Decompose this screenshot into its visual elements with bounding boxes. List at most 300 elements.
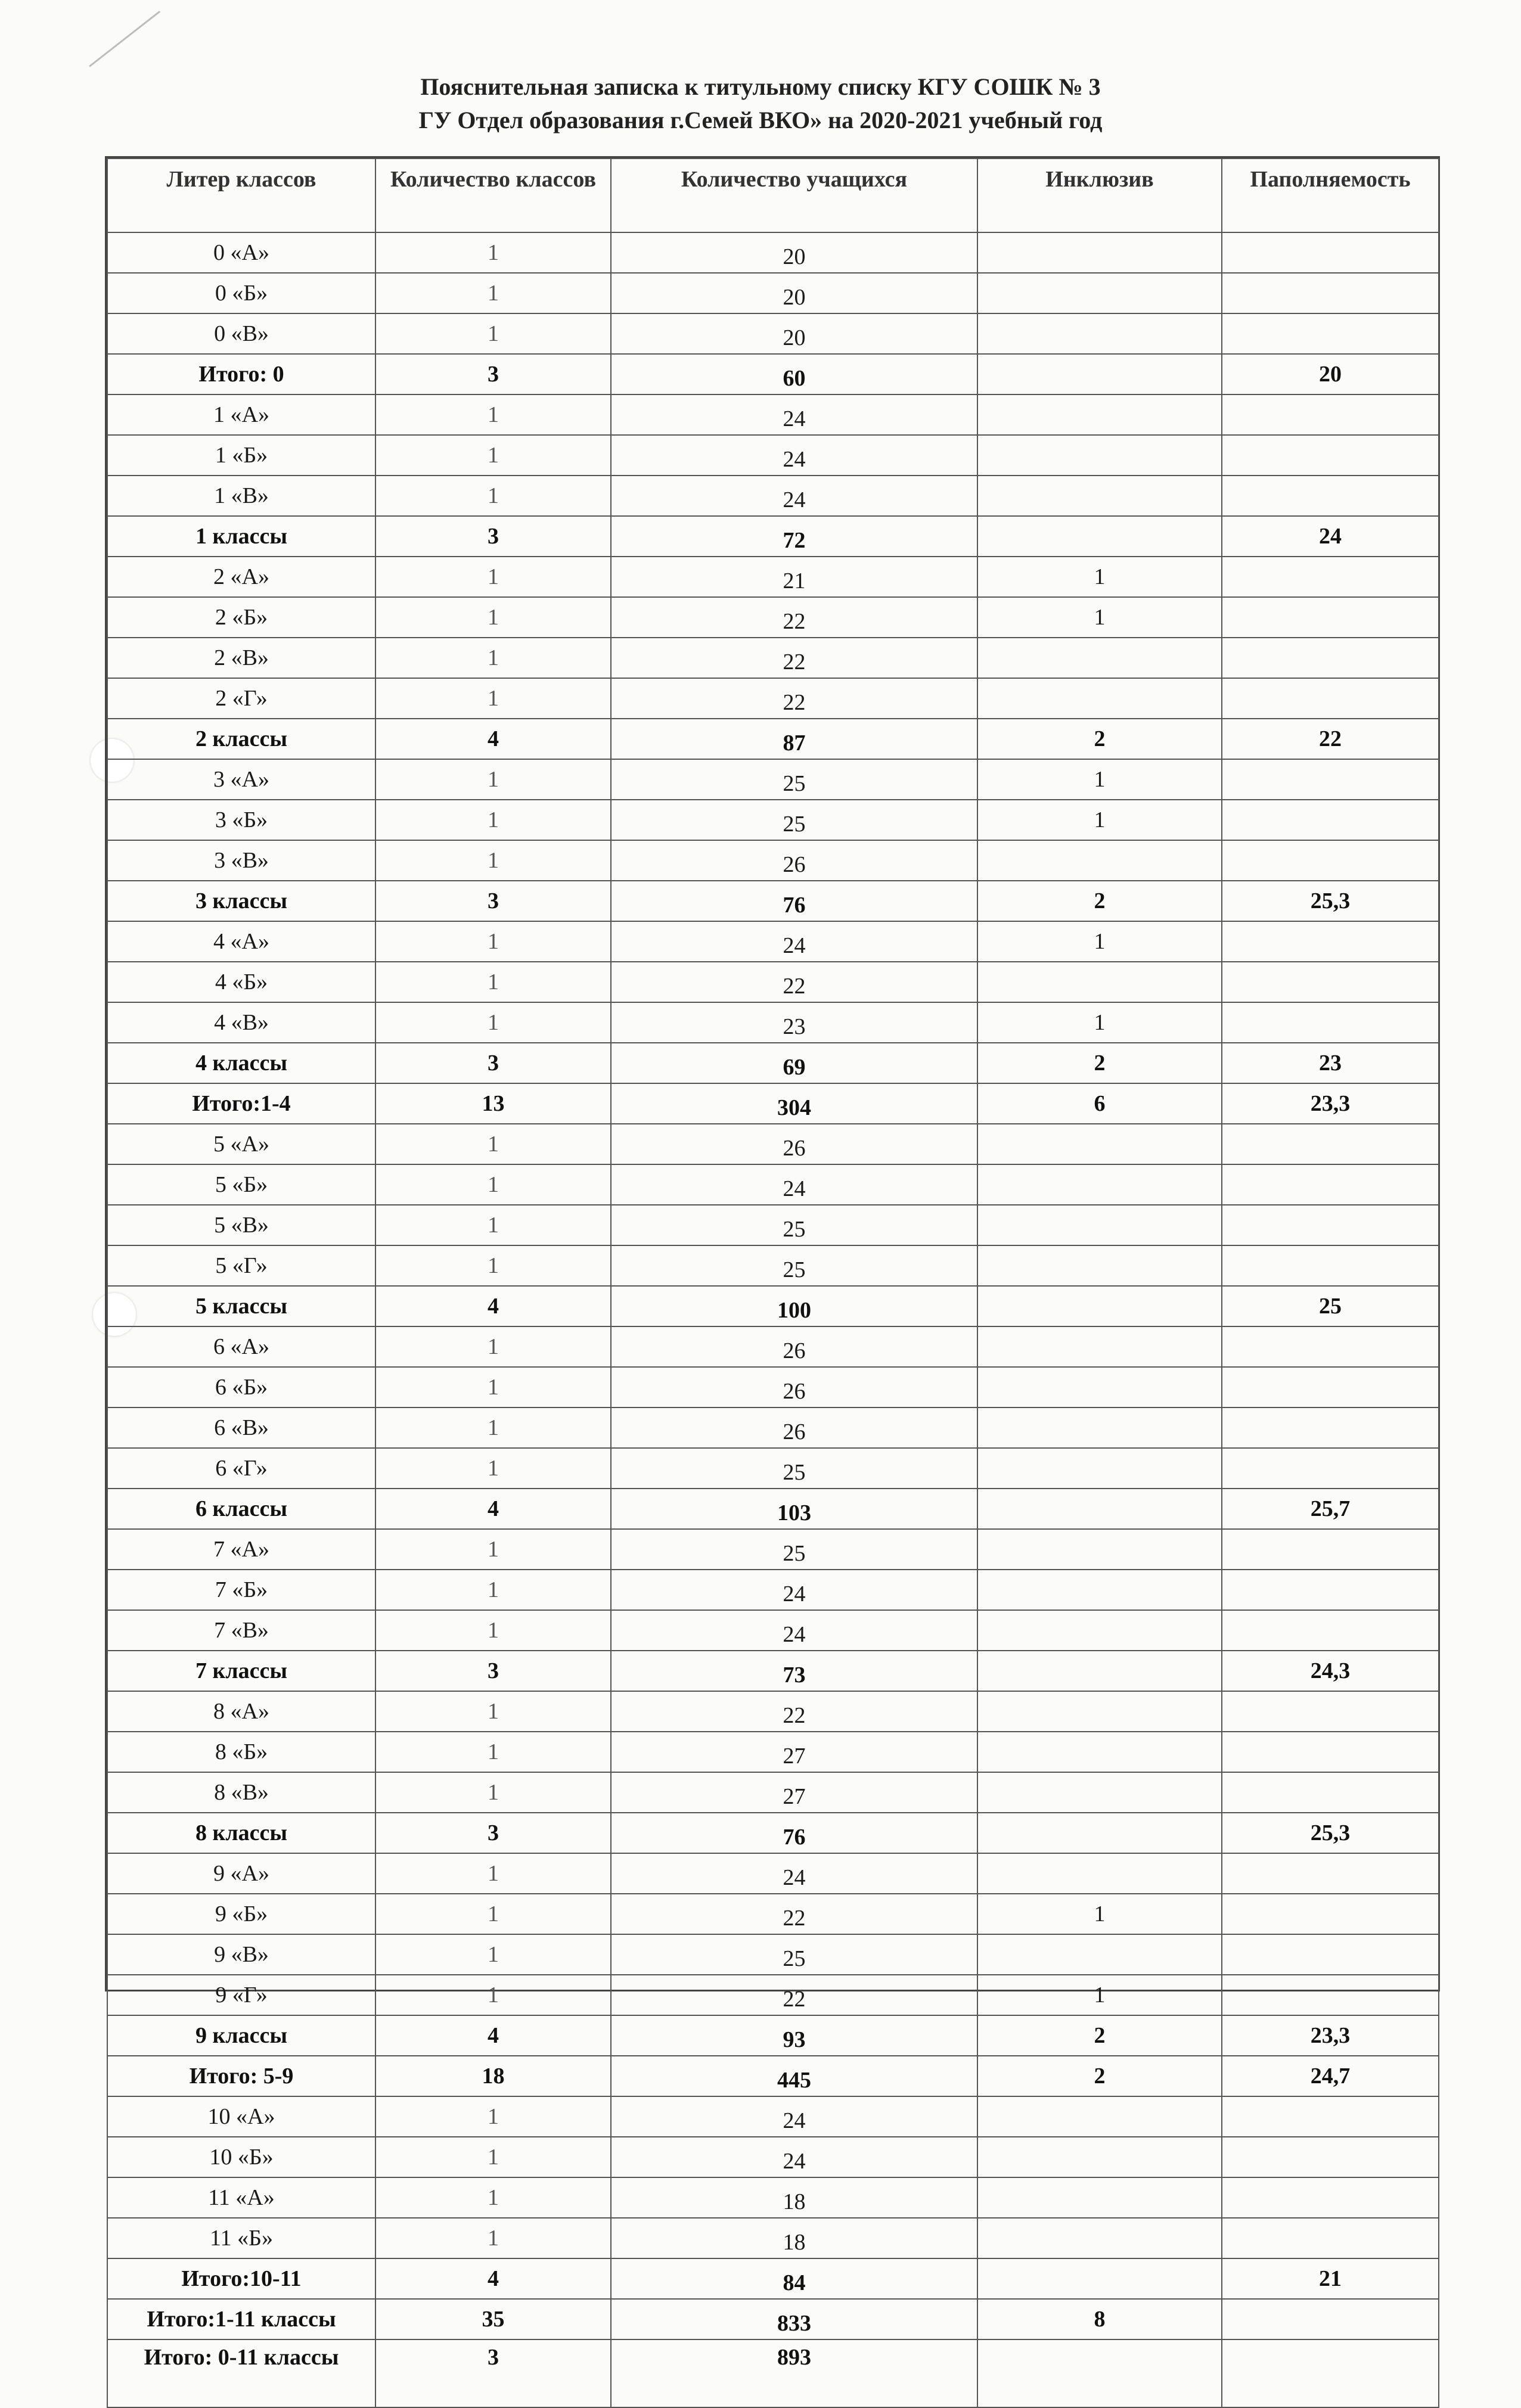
cell-class-count: 1 xyxy=(375,678,611,719)
cell-student-count: 26 xyxy=(611,1407,977,1448)
cell-student-count: 24 xyxy=(611,435,977,476)
cell-class-count: 1 xyxy=(375,1894,611,1934)
cell-student-count: 22 xyxy=(611,678,977,719)
cell-fill: 22 xyxy=(1222,719,1439,759)
cell-class-count: 1 xyxy=(375,1124,611,1164)
cell-class-count: 1 xyxy=(375,800,611,840)
cell-inclusive xyxy=(977,313,1222,354)
table-row xyxy=(107,2056,1439,2096)
table-row xyxy=(107,638,1439,678)
cell-litera: 7 «Б» xyxy=(107,1570,375,1610)
cell-litera: 5 классы xyxy=(107,1286,375,1326)
cell-inclusive xyxy=(977,1529,1222,1570)
cell-student-count: 24 xyxy=(611,476,977,516)
cell-inclusive: 8 xyxy=(977,2299,1222,2339)
cell-student-count: 18 xyxy=(611,2218,977,2258)
table-row xyxy=(107,597,1439,638)
cell-litera: 4 «А» xyxy=(107,921,375,962)
cell-fill xyxy=(1222,394,1439,435)
cell-fill xyxy=(1222,759,1439,800)
cell-fill xyxy=(1222,1570,1439,1610)
cell-inclusive xyxy=(977,1326,1222,1367)
cell-litera: 6 классы xyxy=(107,1489,375,1529)
cell-fill: 25,7 xyxy=(1222,1489,1439,1529)
table-row xyxy=(107,1489,1439,1529)
cell-fill: 23,3 xyxy=(1222,1083,1439,1124)
table-row xyxy=(107,1002,1439,1043)
table-row xyxy=(107,1326,1439,1367)
cell-inclusive xyxy=(977,2137,1222,2177)
cell-class-count: 1 xyxy=(375,557,611,597)
cell-inclusive: 2 xyxy=(977,1043,1222,1083)
cell-student-count: 25 xyxy=(611,1448,977,1489)
cell-class-count: 1 xyxy=(375,1164,611,1205)
cell-inclusive xyxy=(977,2258,1222,2299)
cell-inclusive xyxy=(977,435,1222,476)
cell-student-count: 20 xyxy=(611,232,977,273)
table-row xyxy=(107,1610,1439,1651)
table-row xyxy=(107,435,1439,476)
cell-class-count: 3 xyxy=(375,1651,611,1691)
cell-student-count: 25 xyxy=(611,759,977,800)
cell-fill xyxy=(1222,2218,1439,2258)
cell-class-count: 1 xyxy=(375,638,611,678)
table-row xyxy=(107,476,1439,516)
cell-class-count: 1 xyxy=(375,1975,611,2015)
cell-student-count: 72 xyxy=(611,516,977,557)
cell-inclusive xyxy=(977,1164,1222,1205)
cell-class-count: 1 xyxy=(375,1245,611,1286)
cell-litera: 9 «Б» xyxy=(107,1894,375,1934)
cell-litera: 4 классы xyxy=(107,1043,375,1083)
table-row xyxy=(107,1407,1439,1448)
cell-inclusive: 2 xyxy=(977,881,1222,921)
cell-inclusive xyxy=(977,232,1222,273)
cell-class-count: 1 xyxy=(375,1326,611,1367)
table-row xyxy=(107,719,1439,759)
cell-fill xyxy=(1222,1772,1439,1813)
cell-inclusive xyxy=(977,1813,1222,1853)
cell-inclusive xyxy=(977,2218,1222,2258)
cell-fill xyxy=(1222,921,1439,962)
cell-class-count: 1 xyxy=(375,2177,611,2218)
cell-student-count: 18 xyxy=(611,2177,977,2218)
cell-student-count: 445 xyxy=(611,2056,977,2096)
cell-fill xyxy=(1222,1853,1439,1894)
cell-class-count: 1 xyxy=(375,2137,611,2177)
table-row xyxy=(107,354,1439,394)
cell-fill xyxy=(1222,1164,1439,1205)
cell-class-count: 4 xyxy=(375,2258,611,2299)
cell-student-count: 60 xyxy=(611,354,977,394)
cell-fill xyxy=(1222,2137,1439,2177)
cell-litera: 0 «В» xyxy=(107,313,375,354)
cell-student-count: 76 xyxy=(611,1813,977,1853)
cell-fill: 20 xyxy=(1222,354,1439,394)
cell-litera: 6 «А» xyxy=(107,1326,375,1367)
cell-class-count: 4 xyxy=(375,719,611,759)
cell-fill xyxy=(1222,1002,1439,1043)
cell-fill: 25 xyxy=(1222,1286,1439,1326)
table-row xyxy=(107,759,1439,800)
cell-class-count: 3 xyxy=(375,354,611,394)
cell-fill xyxy=(1222,1326,1439,1367)
table-row xyxy=(107,2218,1439,2258)
cell-fill: 24 xyxy=(1222,516,1439,557)
table-row xyxy=(107,1164,1439,1205)
cell-student-count: 24 xyxy=(611,2137,977,2177)
cell-litera: 9 «Г» xyxy=(107,1975,375,2015)
cell-inclusive xyxy=(977,516,1222,557)
cell-fill xyxy=(1222,435,1439,476)
cell-class-count: 1 xyxy=(375,273,611,313)
table-row xyxy=(107,2137,1439,2177)
cell-fill: 24,3 xyxy=(1222,1651,1439,1691)
cell-inclusive xyxy=(977,273,1222,313)
cell-litera: 0 «А» xyxy=(107,232,375,273)
table-row xyxy=(107,1975,1439,2015)
cell-inclusive xyxy=(977,1286,1222,1326)
cell-class-count: 1 xyxy=(375,597,611,638)
cell-litera: 1 классы xyxy=(107,516,375,557)
header-row xyxy=(107,159,1439,232)
cell-class-count: 1 xyxy=(375,840,611,881)
cell-class-count: 1 xyxy=(375,476,611,516)
cell-fill xyxy=(1222,1205,1439,1245)
title-line-1: Пояснительная записка к титульному списку КГУ СОШК № 3 xyxy=(420,73,1101,100)
table-row xyxy=(107,1570,1439,1610)
cell-inclusive xyxy=(977,2339,1222,2407)
cell-litera: 9 «А» xyxy=(107,1853,375,1894)
cell-inclusive: 1 xyxy=(977,759,1222,800)
cell-inclusive: 2 xyxy=(977,719,1222,759)
table-row xyxy=(107,921,1439,962)
cell-litera: 2 «В» xyxy=(107,638,375,678)
table-row xyxy=(107,1691,1439,1732)
cell-inclusive: 2 xyxy=(977,2056,1222,2096)
cell-student-count: 25 xyxy=(611,1934,977,1975)
cell-class-count: 1 xyxy=(375,232,611,273)
cell-inclusive xyxy=(977,1245,1222,1286)
table-row xyxy=(107,840,1439,881)
cell-litera: 6 «Б» xyxy=(107,1367,375,1407)
cell-student-count: 22 xyxy=(611,1894,977,1934)
table-row xyxy=(107,1732,1439,1772)
cell-litera: 0 «Б» xyxy=(107,273,375,313)
cell-student-count: 893 xyxy=(611,2339,977,2407)
cell-litera: 8 «Б» xyxy=(107,1732,375,1772)
cell-student-count: 24 xyxy=(611,1610,977,1651)
cell-student-count: 22 xyxy=(611,597,977,638)
cell-litera: 5 «В» xyxy=(107,1205,375,1245)
cell-fill xyxy=(1222,2339,1439,2407)
cell-fill xyxy=(1222,273,1439,313)
cell-class-count: 1 xyxy=(375,962,611,1002)
table-row xyxy=(107,1934,1439,1975)
cell-inclusive xyxy=(977,678,1222,719)
table-row xyxy=(107,1043,1439,1083)
cell-litera: 8 «В» xyxy=(107,1772,375,1813)
cell-class-count: 1 xyxy=(375,1934,611,1975)
header-litera: Литер классов xyxy=(107,159,375,232)
cell-litera: Итого:10-11 xyxy=(107,2258,375,2299)
cell-class-count: 1 xyxy=(375,921,611,962)
cell-litera: 5 «А» xyxy=(107,1124,375,1164)
cell-inclusive xyxy=(977,1367,1222,1407)
table-row xyxy=(107,1367,1439,1407)
cell-litera: 3 «А» xyxy=(107,759,375,800)
header-students: Количество учащихся xyxy=(611,159,977,232)
cell-fill: 25,3 xyxy=(1222,1813,1439,1853)
table-row xyxy=(107,1529,1439,1570)
cell-class-count: 4 xyxy=(375,1489,611,1529)
cell-inclusive: 6 xyxy=(977,1083,1222,1124)
cell-litera: 6 «В» xyxy=(107,1407,375,1448)
cell-fill: 24,7 xyxy=(1222,2056,1439,2096)
cell-student-count: 26 xyxy=(611,1367,977,1407)
cell-inclusive xyxy=(977,2096,1222,2137)
table-row xyxy=(107,557,1439,597)
cell-student-count: 24 xyxy=(611,1164,977,1205)
cell-class-count: 13 xyxy=(375,1083,611,1124)
table-row xyxy=(107,313,1439,354)
cell-litera: Итого: 5-9 xyxy=(107,2056,375,2096)
cell-inclusive: 2 xyxy=(977,2015,1222,2056)
cell-inclusive xyxy=(977,1610,1222,1651)
cell-class-count: 1 xyxy=(375,2096,611,2137)
cell-inclusive xyxy=(977,840,1222,881)
cell-litera: 3 «В» xyxy=(107,840,375,881)
cell-litera: 1 «В» xyxy=(107,476,375,516)
cell-student-count: 84 xyxy=(611,2258,977,2299)
table-row xyxy=(107,678,1439,719)
cell-litera: 4 «Б» xyxy=(107,962,375,1002)
cell-class-count: 3 xyxy=(375,2339,611,2407)
cell-inclusive xyxy=(977,1124,1222,1164)
cell-litera: Итого:1-11 классы xyxy=(107,2299,375,2339)
table-row xyxy=(107,1205,1439,1245)
table-row xyxy=(107,1124,1439,1164)
cell-student-count: 26 xyxy=(611,1124,977,1164)
header-fill: Паполняемость xyxy=(1222,159,1439,232)
cell-litera: 2 «Г» xyxy=(107,678,375,719)
header-classes: Количество классов xyxy=(375,159,611,232)
cell-student-count: 25 xyxy=(611,800,977,840)
cell-fill xyxy=(1222,1894,1439,1934)
cell-class-count: 1 xyxy=(375,394,611,435)
cell-inclusive xyxy=(977,2177,1222,2218)
cell-litera: 2 «Б» xyxy=(107,597,375,638)
table-row xyxy=(107,1083,1439,1124)
cell-fill xyxy=(1222,800,1439,840)
cell-student-count: 93 xyxy=(611,2015,977,2056)
cell-fill xyxy=(1222,2299,1439,2339)
table-row xyxy=(107,1853,1439,1894)
cell-fill xyxy=(1222,1407,1439,1448)
cell-litera: 8 классы xyxy=(107,1813,375,1853)
cell-student-count: 24 xyxy=(611,2096,977,2137)
cell-student-count: 24 xyxy=(611,394,977,435)
cell-class-count: 1 xyxy=(375,1529,611,1570)
table-row xyxy=(107,232,1439,273)
cell-class-count: 1 xyxy=(375,759,611,800)
cell-inclusive xyxy=(977,394,1222,435)
cell-fill xyxy=(1222,1691,1439,1732)
table-row xyxy=(107,394,1439,435)
class-table xyxy=(107,158,1439,2408)
table-row xyxy=(107,2096,1439,2137)
cell-litera: 2 «А» xyxy=(107,557,375,597)
cell-class-count: 1 xyxy=(375,1732,611,1772)
cell-inclusive xyxy=(977,1205,1222,1245)
cell-fill xyxy=(1222,1934,1439,1975)
cell-fill xyxy=(1222,2096,1439,2137)
cell-litera: 10 «Б» xyxy=(107,2137,375,2177)
cell-litera: Итого: 0 xyxy=(107,354,375,394)
cell-fill xyxy=(1222,1610,1439,1651)
cell-student-count: 73 xyxy=(611,1651,977,1691)
cell-student-count: 69 xyxy=(611,1043,977,1083)
cell-class-count: 1 xyxy=(375,1691,611,1732)
cell-litera: 3 «Б» xyxy=(107,800,375,840)
table-row xyxy=(107,1894,1439,1934)
cell-litera: 5 «Б» xyxy=(107,1164,375,1205)
cell-inclusive: 1 xyxy=(977,557,1222,597)
cell-fill xyxy=(1222,1245,1439,1286)
cell-litera: 7 классы xyxy=(107,1651,375,1691)
cell-fill xyxy=(1222,1448,1439,1489)
cell-litera: 7 «В» xyxy=(107,1610,375,1651)
cell-fill: 21 xyxy=(1222,2258,1439,2299)
cell-litera: Итого: 0-11 классы xyxy=(107,2339,375,2407)
cell-inclusive: 1 xyxy=(977,1002,1222,1043)
table-row xyxy=(107,2299,1439,2339)
cell-litera: 3 классы xyxy=(107,881,375,921)
cell-class-count: 1 xyxy=(375,313,611,354)
cell-fill xyxy=(1222,638,1439,678)
cell-class-count: 1 xyxy=(375,1853,611,1894)
cell-inclusive xyxy=(977,1489,1222,1529)
cell-inclusive: 1 xyxy=(977,800,1222,840)
table-row xyxy=(107,1448,1439,1489)
cell-fill xyxy=(1222,476,1439,516)
cell-fill xyxy=(1222,1975,1439,2015)
cell-student-count: 24 xyxy=(611,1853,977,1894)
cell-inclusive xyxy=(977,1732,1222,1772)
cell-fill xyxy=(1222,597,1439,638)
header-inclusive: Инклюзив xyxy=(977,159,1222,232)
cell-student-count: 20 xyxy=(611,273,977,313)
scan-mark xyxy=(89,11,160,67)
cell-student-count: 22 xyxy=(611,1975,977,2015)
cell-litera: 8 «А» xyxy=(107,1691,375,1732)
cell-fill: 23,3 xyxy=(1222,2015,1439,2056)
cell-class-count: 1 xyxy=(375,1610,611,1651)
cell-fill: 23 xyxy=(1222,1043,1439,1083)
table-row xyxy=(107,1813,1439,1853)
cell-litera: 11 «А» xyxy=(107,2177,375,2218)
cell-class-count: 3 xyxy=(375,516,611,557)
cell-fill xyxy=(1222,678,1439,719)
cell-inclusive xyxy=(977,1772,1222,1813)
table-row xyxy=(107,800,1439,840)
cell-student-count: 22 xyxy=(611,962,977,1002)
cell-class-count: 3 xyxy=(375,881,611,921)
table-row xyxy=(107,516,1439,557)
cell-inclusive xyxy=(977,1651,1222,1691)
cell-inclusive xyxy=(977,1934,1222,1975)
cell-litera: 7 «А» xyxy=(107,1529,375,1570)
table-row xyxy=(107,2177,1439,2218)
cell-student-count: 21 xyxy=(611,557,977,597)
cell-fill xyxy=(1222,557,1439,597)
cell-class-count: 1 xyxy=(375,2218,611,2258)
title-line-2: ГУ Отдел образования г.Семей ВКО» на 2020-2021 учебный год xyxy=(418,107,1103,133)
cell-student-count: 25 xyxy=(611,1245,977,1286)
cell-class-count: 1 xyxy=(375,1772,611,1813)
table-row xyxy=(107,2339,1439,2407)
cell-student-count: 103 xyxy=(611,1489,977,1529)
cell-inclusive: 1 xyxy=(977,597,1222,638)
cell-student-count: 304 xyxy=(611,1083,977,1124)
cell-litera: Итого:1-4 xyxy=(107,1083,375,1124)
cell-class-count: 1 xyxy=(375,1205,611,1245)
cell-inclusive xyxy=(977,476,1222,516)
cell-student-count: 27 xyxy=(611,1732,977,1772)
cell-student-count: 25 xyxy=(611,1205,977,1245)
cell-inclusive xyxy=(977,1448,1222,1489)
cell-inclusive xyxy=(977,638,1222,678)
table-row xyxy=(107,2258,1439,2299)
cell-litera: 6 «Г» xyxy=(107,1448,375,1489)
cell-student-count: 27 xyxy=(611,1772,977,1813)
table-row xyxy=(107,962,1439,1002)
cell-student-count: 87 xyxy=(611,719,977,759)
cell-class-count: 1 xyxy=(375,1448,611,1489)
cell-litera: 1 «А» xyxy=(107,394,375,435)
table-row xyxy=(107,1651,1439,1691)
cell-litera: 1 «Б» xyxy=(107,435,375,476)
cell-student-count: 25 xyxy=(611,1529,977,1570)
cell-class-count: 3 xyxy=(375,1813,611,1853)
cell-fill xyxy=(1222,1124,1439,1164)
cell-inclusive xyxy=(977,1691,1222,1732)
cell-inclusive xyxy=(977,354,1222,394)
cell-class-count: 18 xyxy=(375,2056,611,2096)
cell-class-count: 4 xyxy=(375,1286,611,1326)
cell-inclusive: 1 xyxy=(977,1975,1222,2015)
cell-inclusive xyxy=(977,1853,1222,1894)
cell-student-count: 22 xyxy=(611,1691,977,1732)
table-row xyxy=(107,2015,1439,2056)
cell-student-count: 24 xyxy=(611,1570,977,1610)
cell-student-count: 76 xyxy=(611,881,977,921)
class-table-frame xyxy=(105,156,1440,2370)
cell-student-count: 24 xyxy=(611,921,977,962)
cell-student-count: 833 xyxy=(611,2299,977,2339)
cell-class-count: 1 xyxy=(375,1570,611,1610)
cell-litera: 11 «Б» xyxy=(107,2218,375,2258)
table-row xyxy=(107,1772,1439,1813)
cell-class-count: 1 xyxy=(375,435,611,476)
cell-student-count: 26 xyxy=(611,1326,977,1367)
cell-fill xyxy=(1222,962,1439,1002)
table-row xyxy=(107,1286,1439,1326)
table-row xyxy=(107,1245,1439,1286)
cell-class-count: 4 xyxy=(375,2015,611,2056)
cell-litera: 4 «В» xyxy=(107,1002,375,1043)
cell-student-count: 23 xyxy=(611,1002,977,1043)
